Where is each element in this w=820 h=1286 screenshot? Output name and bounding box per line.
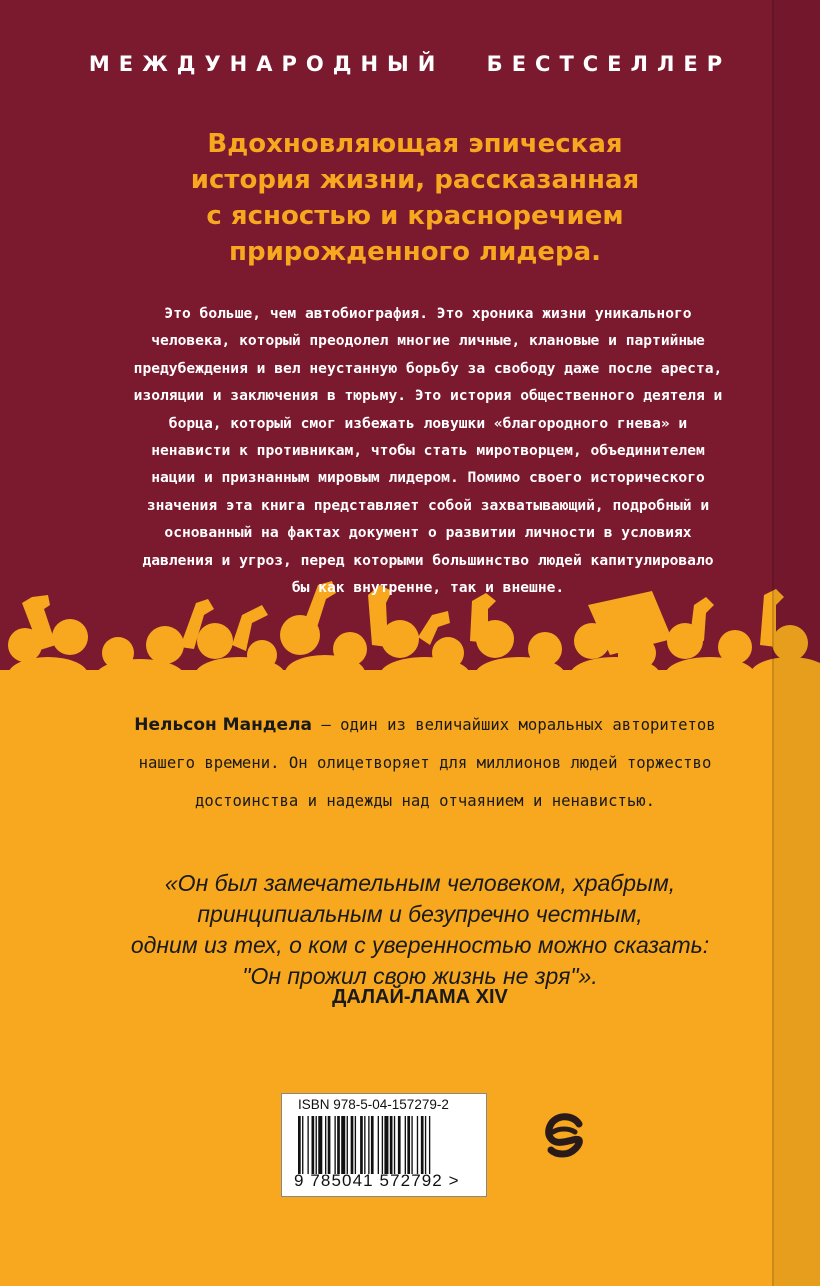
barcode-bar bbox=[405, 1116, 406, 1174]
description-line: предубеждения и вел неустанную борьбу за свободу даже после ареста, bbox=[133, 359, 723, 377]
quote-line: принципиальным и безупречно честным, bbox=[197, 901, 643, 927]
barcode-bar bbox=[390, 1116, 393, 1174]
description-line: изоляции и заключения в тюрьму. Это история общественного деятеля и bbox=[133, 387, 723, 405]
book-description bbox=[108, 300, 748, 601]
description-line: основанный на фактах документ о развитии личности в условиях bbox=[164, 524, 692, 542]
tagline-line: с ясностью и красноречием bbox=[206, 201, 624, 231]
barcode-bar bbox=[351, 1116, 354, 1174]
bio-line: нашего времени. Он олицетворяет для миллионов людей торжество bbox=[138, 754, 712, 772]
tagline-line: история жизни, рассказанная bbox=[190, 165, 640, 195]
eksmo-logo-icon bbox=[543, 1110, 585, 1172]
quote-line: «Он был замечательным человеком, храбрым, bbox=[164, 870, 676, 896]
bio-line bbox=[95, 706, 755, 744]
bestseller-label: МЕЖДУНАРОДНЫЙ БЕСТСЕЛЛЕР bbox=[88, 52, 732, 76]
barcode-digits: 9 785041 572792 > bbox=[294, 1171, 460, 1190]
author-bio bbox=[95, 706, 755, 820]
barcode-bar bbox=[407, 1116, 410, 1174]
barcode-icon bbox=[298, 1116, 470, 1174]
barcode-bar bbox=[341, 1116, 345, 1174]
barcode-bar bbox=[298, 1116, 301, 1174]
barcode-bar bbox=[360, 1116, 363, 1174]
description-line: значения эта книга представляет собой захватывающий, подробный и bbox=[146, 496, 710, 514]
quote-author: ДАЛАЙ-ЛАМА XIV bbox=[332, 986, 508, 1008]
author-name: Нельсон Мандела bbox=[134, 715, 312, 735]
barcode-bar bbox=[318, 1116, 322, 1174]
description-line: Это больше, чем автобиография. Это хроника жизни уникального bbox=[164, 305, 692, 322]
barcode-bar bbox=[398, 1116, 401, 1174]
barcode-bar bbox=[302, 1116, 303, 1174]
barcode-bar bbox=[364, 1116, 365, 1174]
barcode-bar bbox=[334, 1116, 335, 1174]
spine-fold-line bbox=[772, 0, 774, 1286]
barcode-block bbox=[281, 1093, 487, 1197]
tagline bbox=[150, 126, 680, 270]
description-line: ненависти к противникам, чтобы стать миротворцем, объединителем bbox=[151, 442, 705, 460]
tagline-line: Вдохновляющая эпическая bbox=[207, 129, 623, 159]
barcode-bar bbox=[371, 1116, 374, 1174]
barcode-bar bbox=[347, 1116, 348, 1174]
bio-line-rest: — один из величайших моральных авторитетов bbox=[312, 716, 716, 734]
bio-line: достоинства и надежды над отчаянием и ненавистью. bbox=[194, 792, 656, 810]
barcode-bar bbox=[411, 1116, 412, 1174]
quote bbox=[80, 868, 760, 992]
barcode-bar bbox=[368, 1116, 369, 1174]
barcode-bar bbox=[384, 1116, 388, 1174]
quote-line: "Он прожил свою жизнь не зря"». bbox=[242, 963, 598, 989]
barcode-bar bbox=[417, 1116, 418, 1174]
description-line: нации и признанным мировым лидером. Помимо своего исторического bbox=[151, 469, 705, 487]
tagline-line: прирожденного лидера. bbox=[229, 237, 601, 267]
barcode-bar bbox=[328, 1116, 331, 1174]
spine-edge bbox=[774, 0, 820, 1286]
description-line: человека, который преодолел многие личные, клановые и партийные bbox=[151, 332, 705, 350]
barcode-bar bbox=[316, 1116, 317, 1174]
barcode-bar bbox=[325, 1116, 326, 1174]
barcode-bar bbox=[337, 1116, 340, 1174]
barcode-bar bbox=[382, 1116, 383, 1174]
barcode-bar bbox=[425, 1116, 426, 1174]
barcode-bar bbox=[307, 1116, 308, 1174]
isbn-text: ISBN 978-5-04-157279-2 bbox=[298, 1097, 449, 1112]
description-line: давления и угроз, перед которыми большинство людей капитулировало bbox=[142, 551, 714, 569]
description-line: бы как внутренне, так и внешне. bbox=[291, 579, 565, 597]
description-line: борца, который смог избежать ловушки «благородного гнева» и bbox=[168, 414, 688, 432]
barcode-bar bbox=[355, 1116, 356, 1174]
barcode-bar bbox=[394, 1116, 395, 1174]
barcode-bar bbox=[378, 1116, 379, 1174]
barcode-bar bbox=[312, 1116, 315, 1174]
barcode-bar bbox=[429, 1116, 430, 1174]
quote-line: одним из тех, о ком с уверенностью можно сказать: bbox=[130, 932, 710, 958]
barcode-bar bbox=[421, 1116, 424, 1174]
